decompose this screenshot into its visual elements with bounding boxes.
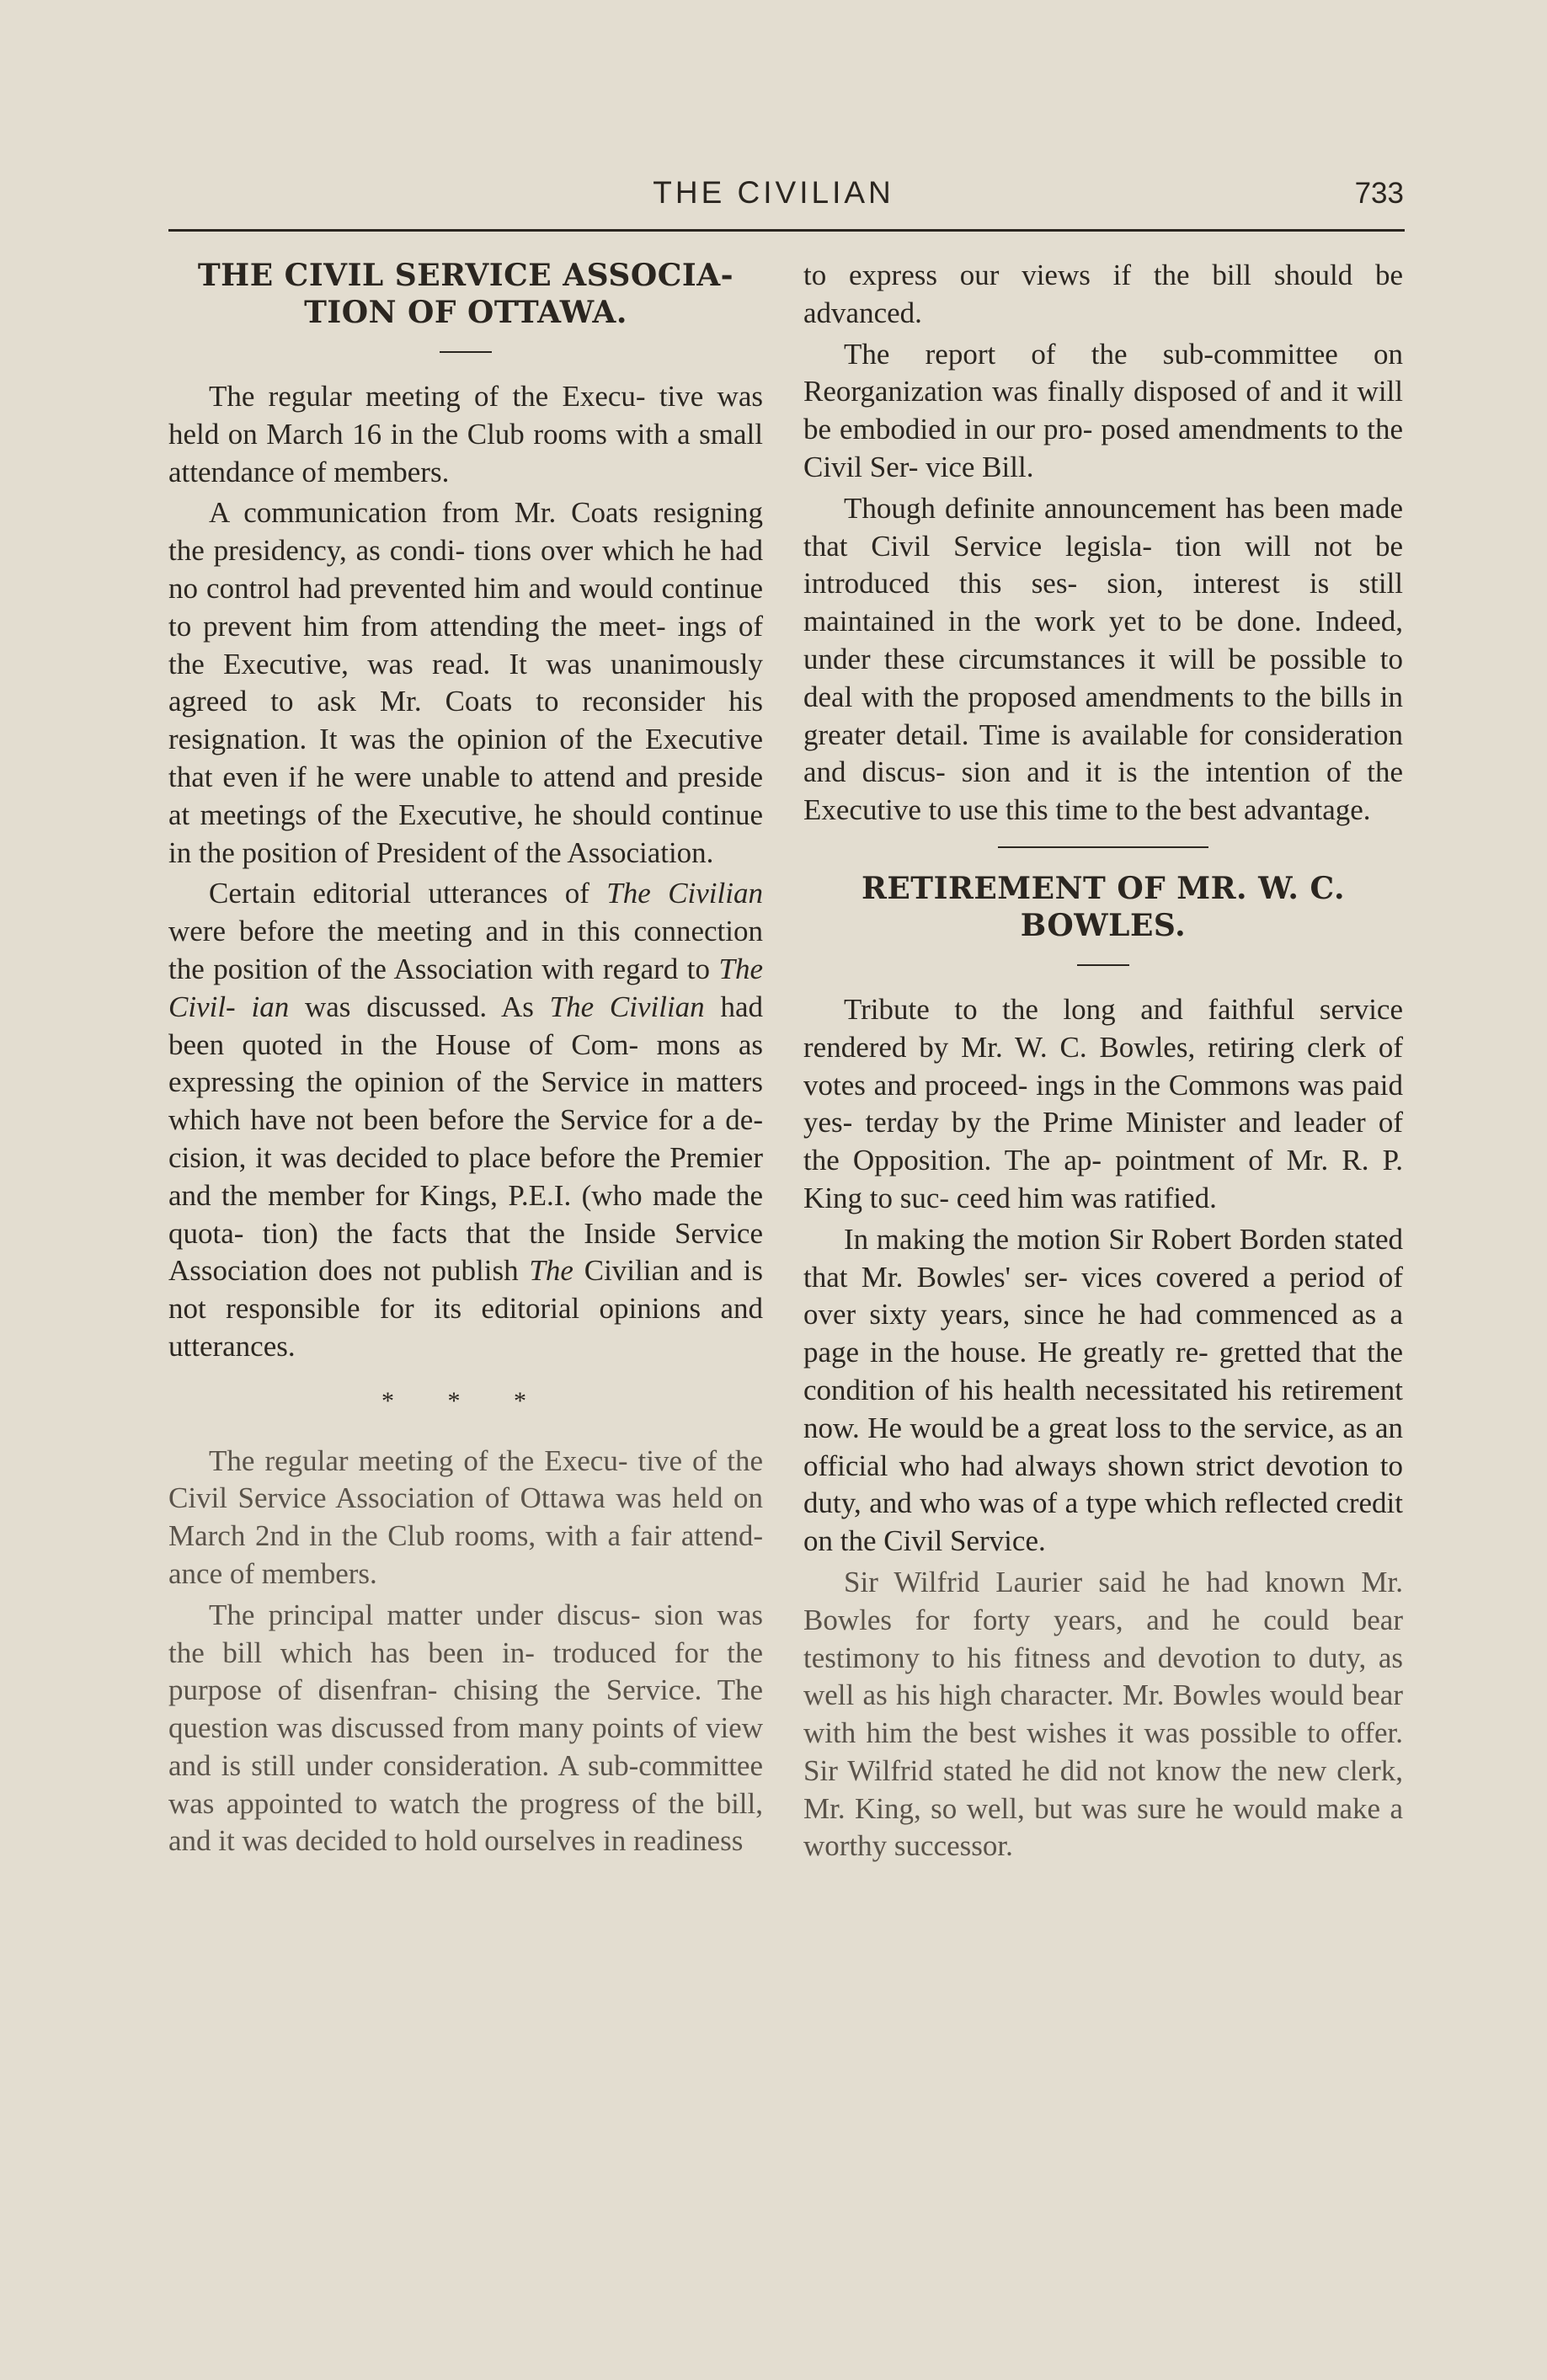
left-column [168, 257, 763, 1864]
paragraph: The regular meeting of the Execu- tive was held on March 16 in the Club rooms with a small attendance of members. [168, 380, 763, 488]
running-header-title: THE CIVILIAN [653, 175, 894, 210]
paragraph-continued: to express our views if the bill should be advanced. [803, 259, 1403, 329]
text-run: had been quoted in the House of Com- mons as expressing the opinion of the Service in matters which have not been before the Service for a de- cision, it was decided to place before the Premier and the member for Kings, P.E.I. (who made the quota- tion) the facts that the Inside Service Association does not publish [168, 990, 763, 1288]
paragraph: Sir Wilfrid Laurier said he had known Mr. Bowles for forty years, and he could bear testimony to his fitness and devotion to duty, as well as his high character. Mr. Bowles would bear with him the best wishes it was possible to offer. Sir Wilfrid stated he did not know the new clerk, Mr. King, so well, but was sure he would make a worthy successor. [803, 1565, 1403, 1863]
text-run: were before the meeting and in this connection the position of the Association with regard to [168, 915, 763, 985]
italic-title: The Civilian [549, 990, 705, 1023]
italic-title: The [529, 1254, 573, 1288]
paragraph: The report of the sub-committee on Reorganization was finally disposed of and it will be embodied in our pro- posed amendments to the Civil Ser- vice Bill. [803, 337, 1403, 483]
paragraph: The regular meeting of the Execu- tive of the Civil Service Association of Ottawa was held on March 2nd in the Club rooms, with a fair attend- ance of members. [168, 1443, 763, 1590]
title-divider [1077, 964, 1129, 966]
paragraph: Though definite announcement has been made that Civil Service legisla- tion will not be introduced this ses- sion, interest is still maintained in the work yet to be done. Indeed, under these circumstances it will be possible to deal with the proposed amendments to the bills in greater detail. Time is available for consideration and discus- sion and it is the intention of the Executive to use this time to the best advantage. [803, 491, 1403, 827]
section-break-asterisks: * * * [381, 1386, 550, 1415]
italic-title: The Civilian [606, 877, 763, 910]
article-divider [998, 846, 1208, 848]
article-title-civil-service-association: THE CIVIL SERVICE ASSOCIA- TION OF OTTAWA. [197, 258, 734, 330]
right-column [803, 257, 1403, 1869]
paragraph: Tribute to the long and faithful service rendered by Mr. W. C. Bowles, retiring clerk of votes and proceed- ings in the Commons was paid yes- terday by the Prime Minister and leader of the Opposition. The ap- pointment of Mr. R. P. King to suc- ceed him was ratified. [803, 992, 1403, 1214]
text-run: was discussed. As [289, 990, 550, 1023]
italic-title: The Civil- ian [168, 952, 763, 1023]
header-rule [168, 229, 1405, 232]
text-run: Civilian and is not responsible for its editorial opinions and utterances. [168, 1254, 763, 1363]
title-divider [440, 351, 492, 353]
paragraph: A communication from Mr. Coats resigning the presidency, as condi- tions over which he had no control had prevented him and would continue to prevent him from attending the meet- ings of the Executive, was read. It was unanimously agreed to ask Mr. Coats to reconsider his resignation. It was the opinion of the Executive that even if he were unable to attend and preside at meetings of the Executive, he should continue in the position of President of the Association. [168, 496, 763, 869]
page-number: 733 [1354, 177, 1404, 210]
paragraph: In making the motion Sir Robert Borden stated that Mr. Bowles' ser- vices covered a period of over sixty years, since he had commenced as a page in the house. He greatly re- gretted that the condition of his health necessitated his retirement now. He would be a great loss to the service, as an official who had always shown strict devotion to duty, and who was of a type which reflected credit on the Civil Service. [803, 1222, 1403, 1558]
text-run: Certain editorial utterances of [209, 877, 607, 910]
article-title-retirement-bowles: RETIREMENT OF MR. W. C. BOWLES. [861, 870, 1346, 943]
paragraph [168, 875, 763, 1365]
paragraph: The principal matter under discus- sion was the bill which has been in- troduced for the purpose of disenfran- chising the Service. The question was discussed from many points of view and is still under consideration. A sub-committee was appointed to watch the progress of the bill, and it was decided to hold ourselves in readiness [168, 1598, 763, 1858]
